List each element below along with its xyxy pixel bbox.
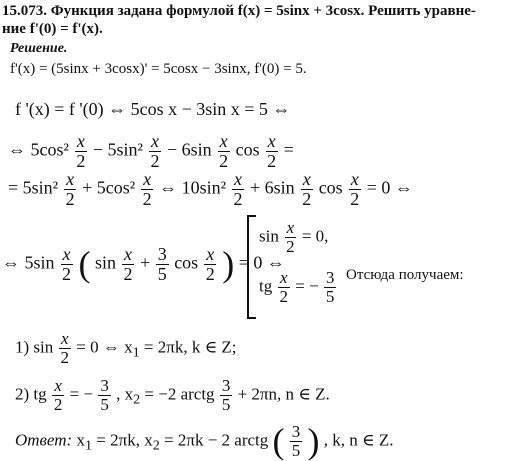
fraction-x-over-2: $\frac{x}{2}$ xyxy=(279,268,288,306)
fraction-x-over-2: $\frac{x}{2}$ xyxy=(286,218,295,256)
fraction-x-over-2: $\frac{x}{2}$ xyxy=(142,169,152,209)
fraction-x-over-2: $\frac{x}{2}$ xyxy=(219,131,229,171)
case-1: 1) sin $\frac{x}{2}$ = 0 ⇔ $x_1 = 2\pi k$, k ∈ Z; xyxy=(15,329,237,367)
fraction-x-over-2: $\frac{x}{2}$ xyxy=(150,131,160,171)
equation-system xyxy=(247,215,339,317)
fraction-3-over-5: $\frac{3}{5}$ xyxy=(157,244,167,284)
fraction-3-over-5: $\frac{3}{5}$ xyxy=(291,422,301,460)
fraction-3-over-5: $\frac{3}{5}$ xyxy=(325,268,335,306)
system-bracket xyxy=(247,215,256,319)
system-row-2: tg $\frac{x}{2}$ = − $\frac{3}{5}$ xyxy=(259,268,335,306)
hence-text: Отсюда получаем: xyxy=(346,267,464,283)
system-row-1: sin $\frac{x}{2}$ = 0, xyxy=(259,218,329,256)
fraction-x-over-2: $\frac{x}{2}$ xyxy=(123,244,133,284)
answer-label: Ответ: xyxy=(15,430,73,450)
fraction-x-over-2: $\frac{x}{2}$ xyxy=(350,169,360,209)
problem-number: 15.073. xyxy=(2,3,47,19)
fraction-x-over-2: $\frac{x}{2}$ xyxy=(233,169,243,209)
case-2: 2) tg $\frac{x}{2}$ = − $\frac{3}{5}$ , $x_2 = -2$ arctg $\frac{3}{5}$ + 2πn, n ∈ Z. xyxy=(15,376,330,414)
fraction-x-over-2: $\frac{x}{2}$ xyxy=(205,244,215,284)
fraction-x-over-2: $\frac{x}{2}$ xyxy=(60,329,69,367)
solution-label: Решение. xyxy=(10,41,68,56)
problem-statement-line1: Функция задана формулой f(x) = 5sinx + 3cosx. Решить уравне- xyxy=(50,3,476,19)
fraction-x-over-2: $\frac{x}{2}$ xyxy=(302,169,312,209)
derivative-line: f'(x) = (5sinx + 3cosx)' = 5cosx − 3sinx, f'(0) = 5. xyxy=(10,61,307,77)
fraction-x-over-2: $\frac{x}{2}$ xyxy=(53,376,63,414)
fraction-x-over-2: $\frac{x}{2}$ xyxy=(65,169,75,209)
equation-line-2: ⇔ 5cos² $\frac{x}{2}$ − 5sin² $\frac{x}{2}$ − 6sin $\frac{x}{2}$ cos $\frac{x}{2}$ = xyxy=(8,131,294,171)
answer-line: Ответ: $x_1 = 2\pi k$, $x_2 = 2\pi k - 2$ arctg ( $\frac{3}{5}$ ) , k, n ∈ Z. xyxy=(15,420,394,461)
fraction-x-over-2: $\frac{x}{2}$ xyxy=(76,131,86,171)
equation-line-3: = 5sin² $\frac{x}{2}$ + 5cos² $\frac{x}{2}$ ⇔ 10sin² $\frac{x}{2}$ + 6sin $\frac{x}{2}$ cos $\frac{x}{2}$ = 0 ⇔ xyxy=(8,169,413,209)
equation-line-4: ⇔ 5sin $\frac{x}{2}$ ( sin $\frac{x}{2}$ + $\frac{3}{5}$ cos $\frac{x}{2}$ ) = 0 ⇔ xyxy=(2,243,285,284)
fraction-x-over-2: $\frac{x}{2}$ xyxy=(267,131,277,171)
fraction-3-over-5: $\frac{3}{5}$ xyxy=(221,376,231,414)
equation-line-1: f '(x) = f '(0) ⇔ 5cos x − 3sin x = 5 ⇔ xyxy=(15,99,291,119)
fraction-x-over-2: $\frac{x}{2}$ xyxy=(62,244,72,284)
problem-heading xyxy=(2,4,476,19)
problem-statement-line2: ние f'(0) = f'(x). xyxy=(2,21,103,37)
fraction-3-over-5: $\frac{3}{5}$ xyxy=(100,376,109,414)
